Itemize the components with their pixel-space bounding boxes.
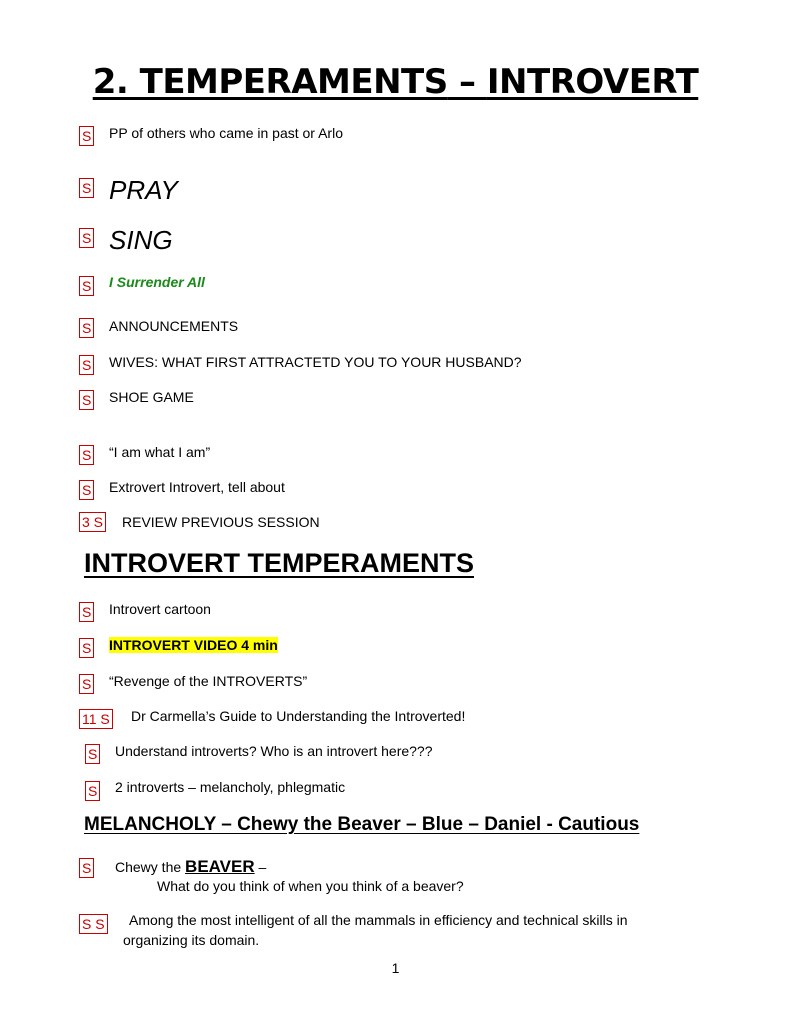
video-item: INTROVERT VIDEO 4 min bbox=[109, 637, 278, 653]
list-item: Extrovert Introvert, tell about bbox=[109, 479, 285, 495]
title-separator: – bbox=[447, 62, 487, 102]
list-item: Understand introverts? Who is an introvert here??? bbox=[115, 743, 433, 759]
marker-box: S bbox=[79, 318, 94, 338]
marker-box: S bbox=[79, 602, 94, 622]
title-part2: INTROVERT bbox=[486, 62, 699, 102]
list-item: Introvert cartoon bbox=[109, 601, 211, 617]
marker-box: 3 S bbox=[79, 512, 106, 532]
marker-box: S bbox=[85, 781, 100, 801]
list-item: REVIEW PREVIOUS SESSION bbox=[122, 514, 320, 530]
song-title: I Surrender All bbox=[109, 274, 205, 290]
section-heading: INTROVERT TEMPERAMENTS bbox=[84, 548, 475, 578]
list-item: ANNOUNCEMENTS bbox=[109, 318, 239, 334]
list-item: “I am what I am” bbox=[109, 444, 211, 460]
beaver-emphasis: BEAVER bbox=[185, 857, 255, 876]
list-item: 2 introverts – melancholy, phlegmatic bbox=[115, 779, 346, 795]
marker-box: S bbox=[79, 355, 94, 375]
list-item: PRAY bbox=[109, 175, 178, 205]
list-item: SHOE GAME bbox=[109, 389, 194, 405]
marker-box: S bbox=[79, 276, 94, 296]
marker-box: S bbox=[79, 858, 94, 878]
marker-box: S bbox=[79, 228, 94, 248]
beaver-line bbox=[115, 857, 266, 877]
melancholy-heading: MELANCHOLY – Chewy the Beaver – Blue – Daniel - Cautious bbox=[84, 814, 640, 835]
page-title bbox=[0, 62, 791, 102]
marker-box: S bbox=[79, 674, 94, 694]
marker-box: S bbox=[79, 390, 94, 410]
marker-box: S bbox=[79, 178, 94, 198]
marker-box: 11 S bbox=[79, 709, 113, 729]
beaver-suffix: – bbox=[254, 859, 267, 875]
marker-box: S bbox=[79, 445, 94, 465]
list-item: “Revenge of the INTROVERTS” bbox=[109, 673, 308, 689]
marker-box: S bbox=[79, 638, 94, 658]
marker-box: S bbox=[79, 480, 94, 500]
beaver-prefix: Chewy the bbox=[115, 859, 186, 875]
beaver-fact-line1: Among the most intelligent of all the mammals in efficiency and technical skills in bbox=[129, 912, 628, 928]
marker-box: S bbox=[85, 744, 100, 764]
title-part1: 2. TEMPERAMENTS bbox=[92, 62, 448, 102]
list-item: SING bbox=[109, 225, 173, 255]
beaver-question: What do you think of when you think of a beaver? bbox=[157, 878, 464, 894]
list-item: PP of others who came in past or Arlo bbox=[109, 125, 343, 141]
beaver-fact-line2: organizing its domain. bbox=[123, 932, 260, 948]
list-item: Dr Carmella’s Guide to Understanding the Introverted! bbox=[131, 708, 466, 724]
marker-box: S S bbox=[79, 914, 108, 934]
marker-box: S bbox=[79, 126, 94, 146]
page-number: 1 bbox=[391, 960, 400, 976]
list-item: WIVES: WHAT FIRST ATTRACTETD YOU TO YOUR HUSBAND? bbox=[109, 354, 522, 370]
